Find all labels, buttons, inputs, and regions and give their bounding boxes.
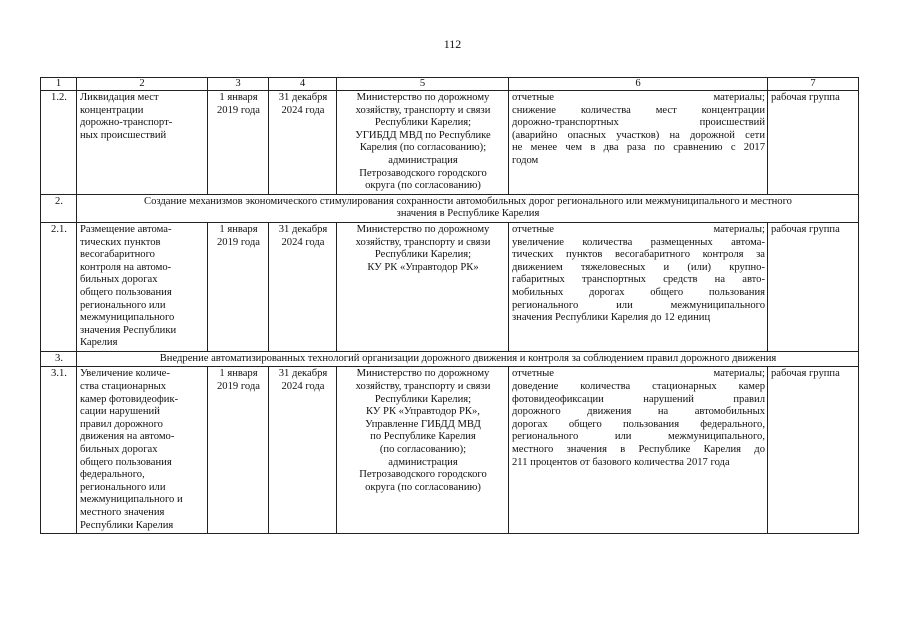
start-date-line: 2019 года (216, 236, 260, 248)
end-date (269, 222, 337, 351)
end-date-line: 31 декабря (278, 92, 328, 103)
measure-name-line: правил дорожного (80, 418, 163, 430)
executors-line: Республики Карелия; (374, 249, 472, 261)
executors-line: округа (по согласованию) (365, 180, 481, 192)
start-date-line: 2019 года (216, 104, 260, 116)
measure-name-line: концентрации (80, 104, 144, 116)
executors (337, 367, 509, 534)
measure-name-line: регионального или (80, 481, 166, 493)
end-date (269, 91, 337, 195)
column-number: 2 (77, 78, 208, 91)
measure-name-line: весогабаритного (80, 249, 155, 261)
page-number: 112 (443, 37, 462, 51)
expected-result-line: доведение количества стационарных камер (512, 381, 765, 393)
table-row (41, 367, 859, 534)
executors-line: УГИБДД МВД по Республике (355, 129, 491, 141)
executors-line: Управленне ГИБДД МВД (365, 418, 481, 430)
executors-line: хозяйству, транспорту и связи (355, 236, 491, 248)
measure-name (77, 367, 208, 534)
expected-result-line: дорогах общего пользования федерального, (512, 418, 765, 430)
expected-result-line: мобильных дорогах общего пользования (512, 286, 765, 298)
column-number: 3 (208, 78, 269, 91)
section-title-line: Внедрение автоматизированных технологий организации дорожного движения и контроля за соблюдением правил дорожного движения (159, 352, 777, 364)
end-date-line: 2024 года (281, 381, 325, 393)
measure-name-line: ных происшествий (80, 129, 167, 141)
measure-name-line: местного значения (80, 507, 165, 518)
measure-name-line: Размещение автома- (80, 223, 172, 235)
start-date-line: 1 января (219, 223, 258, 235)
measure-name-line: Увеличение количе- (80, 368, 170, 380)
section-number: 2. (41, 194, 77, 222)
table-body (41, 78, 859, 534)
executors-line: Петрозаводского городского (359, 167, 487, 179)
executors (337, 91, 509, 195)
executors-line: КУ РК «Управтодор РК», (366, 406, 480, 418)
column-number: 4 (269, 78, 337, 91)
section-title (77, 351, 859, 367)
expected-result-line: отчетные материалы; (512, 92, 765, 103)
end-date-line: 2024 года (281, 104, 325, 116)
end-date (269, 367, 337, 534)
item-number: 3.1. (41, 367, 77, 534)
expected-result-line: отчетные материалы; (512, 368, 765, 380)
end-date-line: 31 декабря (278, 223, 328, 235)
measure-name-line: камер фотовидеофик- (80, 393, 179, 405)
executors-line: Республики Карелия; (374, 117, 472, 129)
measure-name-line: федерального, (80, 469, 145, 481)
expected-result-line: увеличение количества размещенных автома- (512, 236, 765, 248)
expected-result-line: снижение количества мест концентрации (512, 104, 765, 116)
measure-name-line: Республики Карелия (80, 519, 174, 531)
expected-result-line: дорожного движения на автомобильных (512, 406, 765, 418)
measure-name-line: значения Республики (80, 324, 177, 336)
start-date (208, 367, 269, 534)
measure-name-line: сации нарушений (80, 406, 160, 418)
expected-result-line: фотовидеофиксации нарушений правил (512, 393, 765, 405)
executors-line: Карелия (по согласованию); (359, 142, 487, 154)
end-date-line: 31 декабря (278, 368, 328, 380)
measure-name-line: движения на автомо- (80, 431, 175, 443)
measure-name-line: общего пользования (80, 286, 172, 298)
responsible: рабочая группа (768, 222, 859, 351)
measures-table (40, 77, 859, 534)
expected-result-line: значения Республики Карелия до 12 единиц (512, 312, 711, 324)
executors-line: Республики Карелия; (374, 393, 472, 405)
measure-name-line: Ликвидация мест (80, 92, 159, 103)
section-number: 3. (41, 351, 77, 367)
responsible: рабочая группа (768, 367, 859, 534)
expected-result-line: не менее чем в два раза по сравнению с 2017 (512, 142, 765, 154)
start-date-line: 1 января (219, 92, 258, 103)
expected-result-line: габаритных транспортных средств на авто- (512, 274, 765, 286)
expected-result-line: местного значения в Республике Карелия до (512, 444, 765, 456)
measure-name-line: тических пунктов (80, 236, 161, 248)
executors-line: (по согласованию); (379, 444, 467, 456)
column-number: 7 (768, 78, 859, 91)
section-title (77, 194, 859, 222)
executors-line: Министерство по дорожному (356, 368, 490, 380)
executors-line: Министерство по дорожному (356, 223, 490, 235)
measure-name-line: контроля на автомо- (80, 261, 172, 273)
column-number: 1 (41, 78, 77, 91)
executors-line: округа (по согласованию) (365, 481, 481, 493)
measure-name-line: межмуниципального (80, 312, 175, 324)
expected-result-line: отчетные материалы; (512, 223, 765, 235)
column-number-row (41, 78, 859, 91)
expected-result-line: годом (512, 154, 539, 166)
measure-name-line: межмуниципального и (80, 494, 183, 506)
start-date (208, 222, 269, 351)
expected-result (509, 222, 768, 351)
executors-line: хозяйству, транспорту и связи (355, 104, 491, 116)
measure-name-line: дорожно-транспорт- (80, 117, 173, 129)
responsible: рабочая группа (768, 91, 859, 195)
executors-line: администрация (388, 456, 458, 468)
measure-name-line: Карелия (80, 337, 118, 349)
end-date-line: 2024 года (281, 236, 325, 248)
expected-result-line: регионального или межмуниципального (512, 299, 765, 311)
expected-result-line: 211 процентов от базового количества 2017 года (512, 456, 730, 468)
section-row (41, 194, 859, 222)
measure-name-line: бильных дорогах (80, 444, 158, 456)
expected-result-line: движением тяжеловесных и (или) крупно- (512, 261, 765, 273)
expected-result (509, 91, 768, 195)
start-date-line: 1 января (219, 368, 258, 380)
expected-result-line: (аварийно опасных участков) на дорожной сети (512, 129, 765, 141)
expected-result-line: дорожно-транспортных происшествий (512, 117, 765, 129)
expected-result-line: регионального или межмуниципального, (512, 431, 765, 443)
measure-name-line: регионального или (80, 299, 166, 311)
expected-result-line: тических пунктов весогабаритного контроля за (512, 249, 765, 261)
executors-line: Петрозаводского городского (359, 469, 487, 481)
measure-name (77, 91, 208, 195)
table-row (41, 91, 859, 195)
column-number: 6 (509, 78, 768, 91)
executors-line: Министерство по дорожному (356, 92, 490, 103)
measure-name-line: общего пользования (80, 456, 172, 468)
executors (337, 222, 509, 351)
measure-name-line: бильных дорогах (80, 274, 158, 286)
table-row (41, 222, 859, 351)
executors-line: администрация (388, 154, 458, 166)
item-number: 2.1. (41, 222, 77, 351)
section-title-line: значения в Республике Карелия (396, 208, 540, 220)
start-date-line: 2019 года (216, 381, 260, 393)
executors-line: хозяйству, транспорту и связи (355, 381, 491, 393)
section-title-line: Создание механизмов экономического стимулирования сохранности автомобильных дорог регионального или межмуниципального и местного (144, 195, 792, 207)
executors-line: по Республике Карелия (370, 431, 476, 443)
executors-line: КУ РК «Управтодор РК» (367, 261, 479, 273)
expected-result (509, 367, 768, 534)
section-row (41, 351, 859, 367)
column-number: 5 (337, 78, 509, 91)
item-number: 1.2. (41, 91, 77, 195)
start-date (208, 91, 269, 195)
measure-name (77, 222, 208, 351)
measure-name-line: ства стационарных (80, 381, 167, 393)
